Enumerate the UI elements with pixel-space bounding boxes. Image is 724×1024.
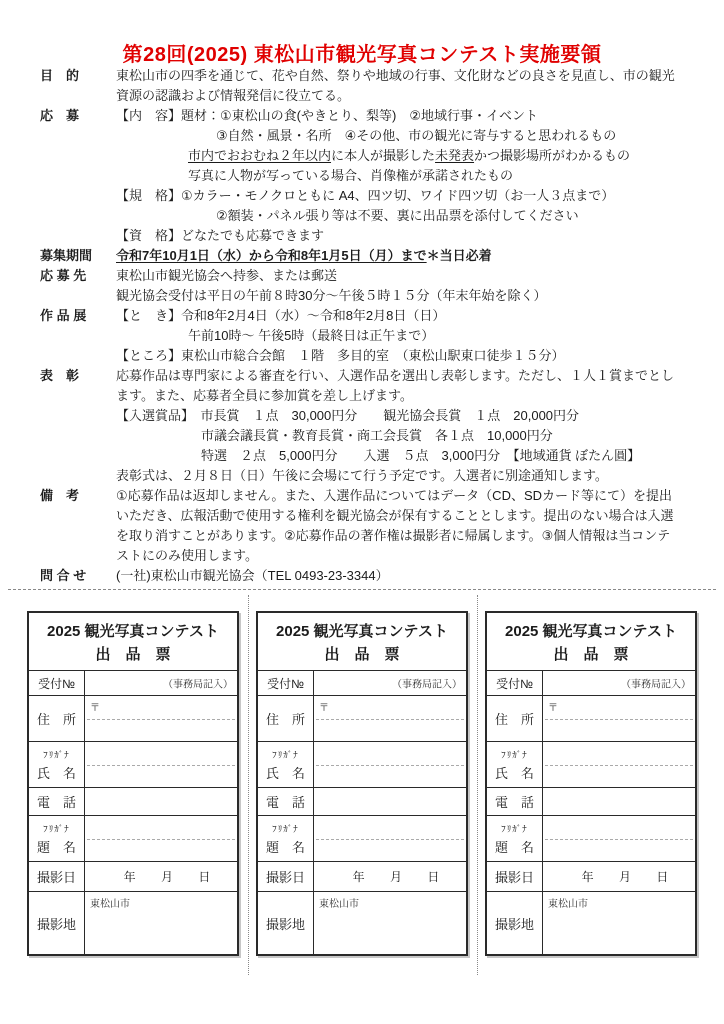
section-row	[40, 566, 688, 586]
name-label-text: 氏 名	[265, 765, 305, 781]
address-row	[487, 696, 695, 742]
name-cell	[543, 742, 695, 787]
month-unit: 月	[389, 870, 402, 884]
text-segment: 未発表	[435, 148, 475, 163]
vertical-cut-line	[477, 595, 478, 975]
shoot-location-row	[487, 892, 695, 954]
work-title-label	[258, 816, 314, 861]
write-line	[316, 765, 464, 766]
phone-label: 電 話	[258, 788, 314, 815]
phone-label: 電 話	[487, 788, 543, 815]
day-unit: 日	[198, 870, 211, 884]
text-segment: ②額装・パネル張り等は不要、裏に出品票を添付してください	[216, 208, 579, 223]
address-row	[258, 696, 466, 742]
section-content	[116, 486, 688, 566]
section-line	[116, 506, 688, 526]
section-row	[40, 486, 688, 566]
section-line	[116, 226, 688, 246]
text-segment: ストにのみ使用します。	[116, 548, 258, 563]
name-row	[487, 742, 695, 788]
shoot-location-label: 撮影地	[29, 892, 85, 954]
reception-number-cell	[314, 671, 466, 695]
text-segment: 写真に人物が写っている場合、肖像権が承諾されたもの	[188, 168, 514, 183]
work-title-label-text: 題 名	[265, 839, 305, 855]
furigana-label: ﾌﾘｶﾞﾅ	[501, 749, 528, 760]
name-label	[487, 742, 543, 787]
office-use-note: （事務局記入）	[163, 679, 233, 691]
entry-form-subtitle: 出 品 票	[95, 645, 171, 663]
day-unit: 日	[427, 870, 440, 884]
text-segment: を取り消すことがあります。②応募作品の著作権は撮影者に帰属します。③個人情報は当コンテ	[116, 528, 671, 543]
section-row	[40, 246, 688, 266]
name-label	[258, 742, 314, 787]
text-segment: ＊当日必着	[426, 248, 492, 263]
name-row	[258, 742, 466, 788]
furigana-label: ﾌﾘｶﾞﾅ	[501, 823, 528, 834]
text-segment: 特選 ２点 5,000円分 入選 ５点 3,000円分 【地域通貨 ぼたん圓】	[201, 448, 641, 463]
section-line	[116, 566, 688, 586]
section-row	[40, 366, 688, 486]
page-title: 第28回(2025) 東松山市観光写真コンテスト実施要領	[122, 44, 602, 66]
text-segment: ③自然・風景・名所 ④その他、市の観光に寄与すると思われるもの	[216, 128, 617, 143]
entry-form	[485, 611, 697, 956]
phone-cell	[85, 788, 237, 815]
phone-row	[487, 788, 695, 816]
section-line	[116, 466, 688, 486]
section-line	[116, 166, 688, 186]
text-segment: に本人が撮影した	[331, 148, 436, 163]
shoot-location-label: 撮影地	[487, 892, 543, 954]
text-segment: (一社)東松山市観光協会（TEL 0493-23-3344）	[116, 568, 389, 583]
address-label: 住 所	[258, 696, 314, 741]
write-line	[316, 839, 464, 840]
section-line	[116, 126, 688, 146]
text-segment: 応募作品は専門家による審査を行い、入選作品を選出し表彰します。ただし、１人１賞までとし	[116, 368, 674, 383]
work-title-label	[487, 816, 543, 861]
location-prefill: 東松山市	[319, 899, 359, 910]
phone-row	[29, 788, 237, 816]
section-label: 備 考	[40, 488, 80, 503]
shoot-location-row	[29, 892, 237, 954]
text-segment: 令和7年10月1日（水）から令和8年1月5日（月）まで	[116, 248, 427, 263]
postal-mark: 〒	[90, 703, 100, 714]
section-line	[116, 206, 688, 226]
work-title-row	[258, 816, 466, 862]
entry-form	[256, 611, 468, 956]
reception-number-row	[258, 671, 466, 696]
address-label: 住 所	[29, 696, 85, 741]
date-units	[85, 862, 237, 891]
phone-cell	[314, 788, 466, 815]
section-content	[116, 246, 688, 266]
name-cell	[85, 742, 237, 787]
postal-mark: 〒	[548, 703, 558, 714]
reception-number-cell	[543, 671, 695, 695]
text-segment: かつ撮影場所がわかるもの	[474, 148, 631, 163]
phone-row	[258, 788, 466, 816]
shoot-date-label: 撮影日	[487, 862, 543, 891]
text-segment: 【入選賞品】 市長賞 １点 30,000円分 観光協会長賞 １点 20,000円分	[116, 408, 580, 423]
day-unit: 日	[656, 870, 669, 884]
shoot-location-label: 撮影地	[258, 892, 314, 954]
section-content	[116, 66, 688, 106]
work-title-row	[487, 816, 695, 862]
year-unit: 年	[123, 870, 136, 884]
sections-container	[40, 66, 688, 586]
section-line	[116, 406, 688, 426]
location-prefill: 東松山市	[548, 899, 588, 910]
section-line	[116, 306, 688, 326]
shoot-date-cell	[314, 862, 466, 891]
text-segment: 表彰式は、２月８日（日）午後に会場にて行う予定です。入選者に別途通知します。	[116, 468, 608, 483]
section-line	[116, 106, 688, 126]
shoot-date-row	[487, 862, 695, 892]
work-title-row	[29, 816, 237, 862]
write-line	[316, 719, 464, 720]
text-segment: 東松山市の四季を通じて、花や自然、祭りや地域の行事、文化財などの良さを見直し、市の観光	[116, 68, 675, 83]
shoot-date-row	[29, 862, 237, 892]
section-line	[116, 186, 688, 206]
section-label: 表 彰	[40, 368, 80, 383]
work-title-label-text: 題 名	[494, 839, 534, 855]
furigana-label: ﾌﾘｶﾞﾅ	[272, 749, 299, 760]
address-row	[29, 696, 237, 742]
section-line	[116, 526, 688, 546]
write-line	[545, 839, 693, 840]
text-segment: 資源の認識および情報発信に役立てる。	[116, 88, 351, 103]
entry-form-header	[29, 613, 237, 671]
section-label: 応 募 先	[40, 268, 87, 283]
text-segment: ①応募作品は返却しません。また、入選作品についてはデータ（CD、SDカード等にて）を提出	[116, 488, 673, 503]
entry-form-header	[258, 613, 466, 671]
name-label-text: 氏 名	[494, 765, 534, 781]
section-line	[116, 326, 688, 346]
text-segment: 市内でおおむね２年以内	[188, 148, 332, 163]
entry-form-title: 2025 観光写真コンテスト	[47, 622, 219, 640]
write-line	[545, 719, 693, 720]
section-line	[116, 346, 688, 366]
work-title-cell	[314, 816, 466, 861]
section-line	[116, 286, 688, 306]
text-segment: 午前10時～ 午後5時（最終日は正午まで）	[188, 328, 435, 343]
furigana-label: ﾌﾘｶﾞﾅ	[272, 823, 299, 834]
text-segment: 観光協会受付は平日の午前８時30分～午後５時１５分（年末年始を除く）	[116, 288, 547, 303]
name-row	[29, 742, 237, 788]
section-content	[116, 566, 688, 586]
section-row	[40, 306, 688, 366]
shoot-date-row	[258, 862, 466, 892]
entry-form-title: 2025 観光写真コンテスト	[276, 622, 448, 640]
section-line	[116, 246, 688, 266]
shoot-location-cell	[85, 892, 237, 954]
entry-form-subtitle: 出 品 票	[553, 645, 629, 663]
reception-number-label: 受付№	[487, 671, 543, 695]
text-segment: 【資 格】どなたでも応募できます	[116, 228, 325, 243]
write-line	[87, 765, 235, 766]
section-line	[116, 266, 688, 286]
write-line	[87, 719, 235, 720]
text-segment: 【ところ】東松山市総合会館 １階 多目的室 （東松山駅東口徒歩１５分）	[116, 348, 565, 363]
phone-label: 電 話	[29, 788, 85, 815]
section-line	[116, 546, 688, 566]
shoot-location-cell	[543, 892, 695, 954]
phone-cell	[543, 788, 695, 815]
month-unit: 月	[618, 870, 631, 884]
shoot-location-row	[258, 892, 466, 954]
shoot-date-label: 撮影日	[29, 862, 85, 891]
text-segment: 【規 格】①カラー・モノクロともに A4、四ツ切、ワイド四ツ切（お一人３点まで）	[116, 188, 615, 203]
section-label: 目 的	[40, 68, 80, 83]
postal-mark: 〒	[319, 703, 329, 714]
shoot-date-cell	[543, 862, 695, 891]
vertical-cut-line	[248, 595, 249, 975]
address-cell	[543, 696, 695, 741]
section-content	[116, 266, 688, 306]
work-title-cell	[85, 816, 237, 861]
shoot-date-cell	[85, 862, 237, 891]
entry-form-title: 2025 観光写真コンテスト	[505, 622, 677, 640]
section-line	[116, 366, 688, 386]
work-title-label-text: 題 名	[36, 839, 76, 855]
office-use-note: （事務局記入）	[392, 679, 462, 691]
location-prefill: 東松山市	[90, 899, 130, 910]
section-line	[116, 486, 688, 506]
section-row	[40, 266, 688, 306]
name-label-text: 氏 名	[36, 765, 76, 781]
reception-number-row	[487, 671, 695, 696]
text-segment: いただき、広報活動で使用する権利を観光協会が保有することとします。提出のない場合は入選	[116, 508, 674, 523]
section-row	[40, 66, 688, 106]
office-use-note: （事務局記入）	[621, 679, 691, 691]
write-line	[87, 839, 235, 840]
text-segment: 【と き】令和8年2月4日（水）～令和8年2月8日（日）	[116, 308, 446, 323]
entry-form	[27, 611, 239, 956]
section-content	[116, 366, 688, 486]
work-title-label	[29, 816, 85, 861]
entry-form-header	[487, 613, 695, 671]
reception-number-row	[29, 671, 237, 696]
section-line	[116, 446, 688, 466]
furigana-label: ﾌﾘｶﾞﾅ	[43, 823, 70, 834]
shoot-location-cell	[314, 892, 466, 954]
section-row	[40, 106, 688, 246]
address-cell	[314, 696, 466, 741]
year-unit: 年	[581, 870, 594, 884]
shoot-date-label: 撮影日	[258, 862, 314, 891]
section-label: 募集期間	[40, 248, 93, 263]
text-segment: 東松山市観光協会へ持参、または郵送	[116, 268, 338, 283]
reception-number-cell	[85, 671, 237, 695]
section-line	[116, 146, 688, 166]
furigana-label: ﾌﾘｶﾞﾅ	[43, 749, 70, 760]
address-label: 住 所	[487, 696, 543, 741]
date-units	[543, 862, 695, 891]
work-title-cell	[543, 816, 695, 861]
section-label: 応 募	[40, 108, 80, 123]
name-cell	[314, 742, 466, 787]
text-segment: 【内 容】題材：①東松山の食(やきとり、梨等) ②地域行事・イベント	[116, 108, 538, 123]
section-line	[116, 386, 688, 406]
section-label: 作 品 展	[40, 308, 87, 323]
text-segment: 市議会議長賞・教育長賞・商工会長賞 各１点 10,000円分	[201, 428, 553, 443]
year-unit: 年	[352, 870, 365, 884]
name-label	[29, 742, 85, 787]
section-line	[116, 426, 688, 446]
reception-number-label: 受付№	[258, 671, 314, 695]
section-label: 問 合 せ	[40, 568, 87, 583]
reception-number-label: 受付№	[29, 671, 85, 695]
write-line	[545, 765, 693, 766]
section-content	[116, 106, 688, 246]
section-line	[116, 66, 688, 86]
section-line	[116, 86, 688, 106]
month-unit: 月	[160, 870, 173, 884]
entry-form-subtitle: 出 品 票	[324, 645, 400, 663]
address-cell	[85, 696, 237, 741]
section-content	[116, 306, 688, 366]
horizontal-cut-line	[8, 589, 716, 590]
text-segment: ます。また、応募者全員に参加賞を差し上げます。	[116, 388, 413, 403]
date-units	[314, 862, 466, 891]
